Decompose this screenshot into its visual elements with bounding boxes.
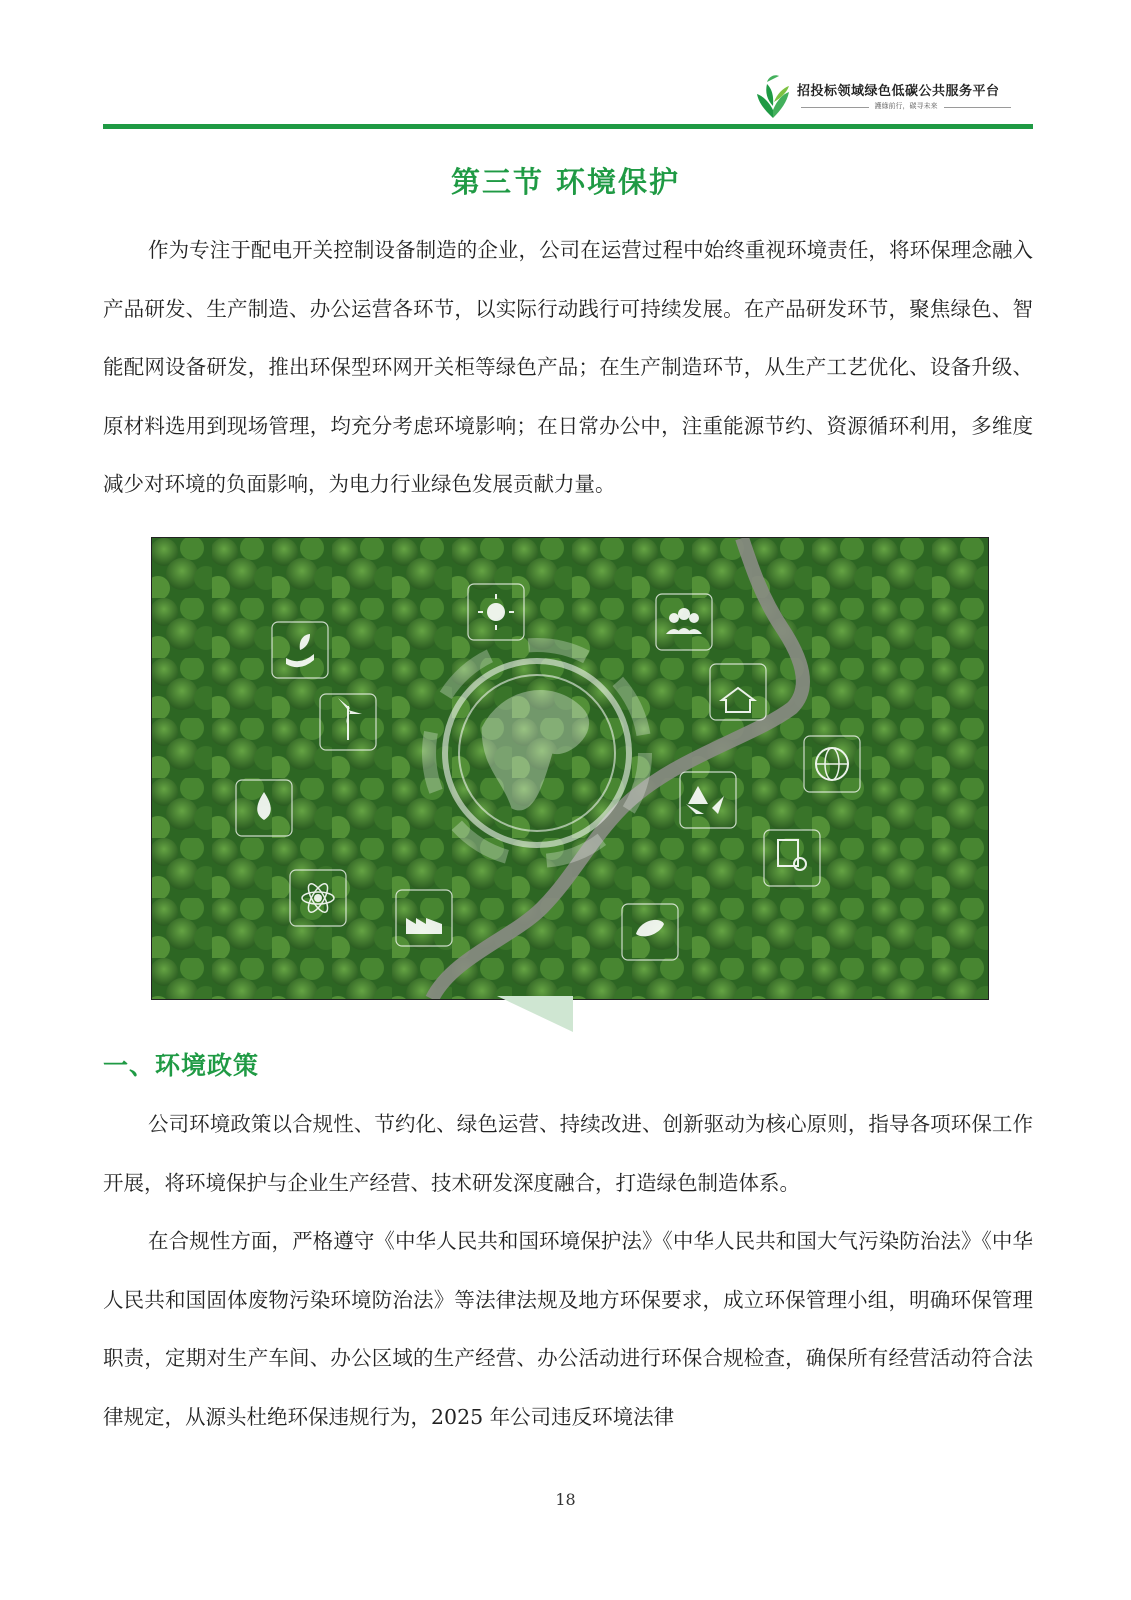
header-rule (103, 124, 1033, 129)
policy-paragraph-1: 公司环境政策以合规性、节约化、绿色运营、持续改进、创新驱动为核心原则，指导各项环保工作开展，将环境保护与企业生产经营、技术研发深度融合，打造绿色制造体系。 (103, 1112, 1033, 1195)
subsection-title: 一、环境政策 (103, 1051, 260, 1080)
forest-photo-art (152, 538, 988, 999)
page-header (103, 62, 1033, 132)
policy-paragraph-2: 在合规性方面，严格遵守《中华人民共和国环境保护法》《中华人民共和国大气污染防治法》《中华人民共和国固体废物污染环境防治法》等法律法规及地方环保要求，成立环保管理小组，明确环保管理职责，定期对生产车间、办公区域的生产经营、办公活动进行环保合规检查，确保所有经营活动符合法律规定，从源头杜绝环保违规行为，2025 年公司违反环境法律 (103, 1229, 1033, 1429)
sprout-logo-icon (753, 72, 793, 120)
platform-logo (753, 72, 1015, 120)
forest-eco-photo (151, 537, 989, 1000)
page-number: 18 (555, 1490, 576, 1509)
platform-slogan (801, 101, 1011, 111)
platform-name: 招投标领域绿色低碳公共服务平台 (797, 84, 1000, 99)
photo-ribbon-decoration (497, 996, 577, 1036)
intro-paragraph: 作为专注于配电开关控制设备制造的企业，公司在运营过程中始终重视环境责任，将环保理念融入产品研发、生产制造、办公运营各环节，以实际行动践行可持续发展。在产品研发环节，聚焦绿色、智能配网设备研发，推出环保型环网开关柜等绿色产品；在生产制造环节，从生产工艺优化、设备升级、原材料选用到现场管理，均充分考虑环境影响；在日常办公中，注重能源节约、资源循环利用，多维度减少对环境的负面影响，为电力行业绿色发展贡献力量。 (103, 238, 1033, 496)
slogan-text: 護綠前行，碳寻未来 (869, 102, 944, 110)
section-title: 第三节 环境保护 (450, 165, 681, 199)
